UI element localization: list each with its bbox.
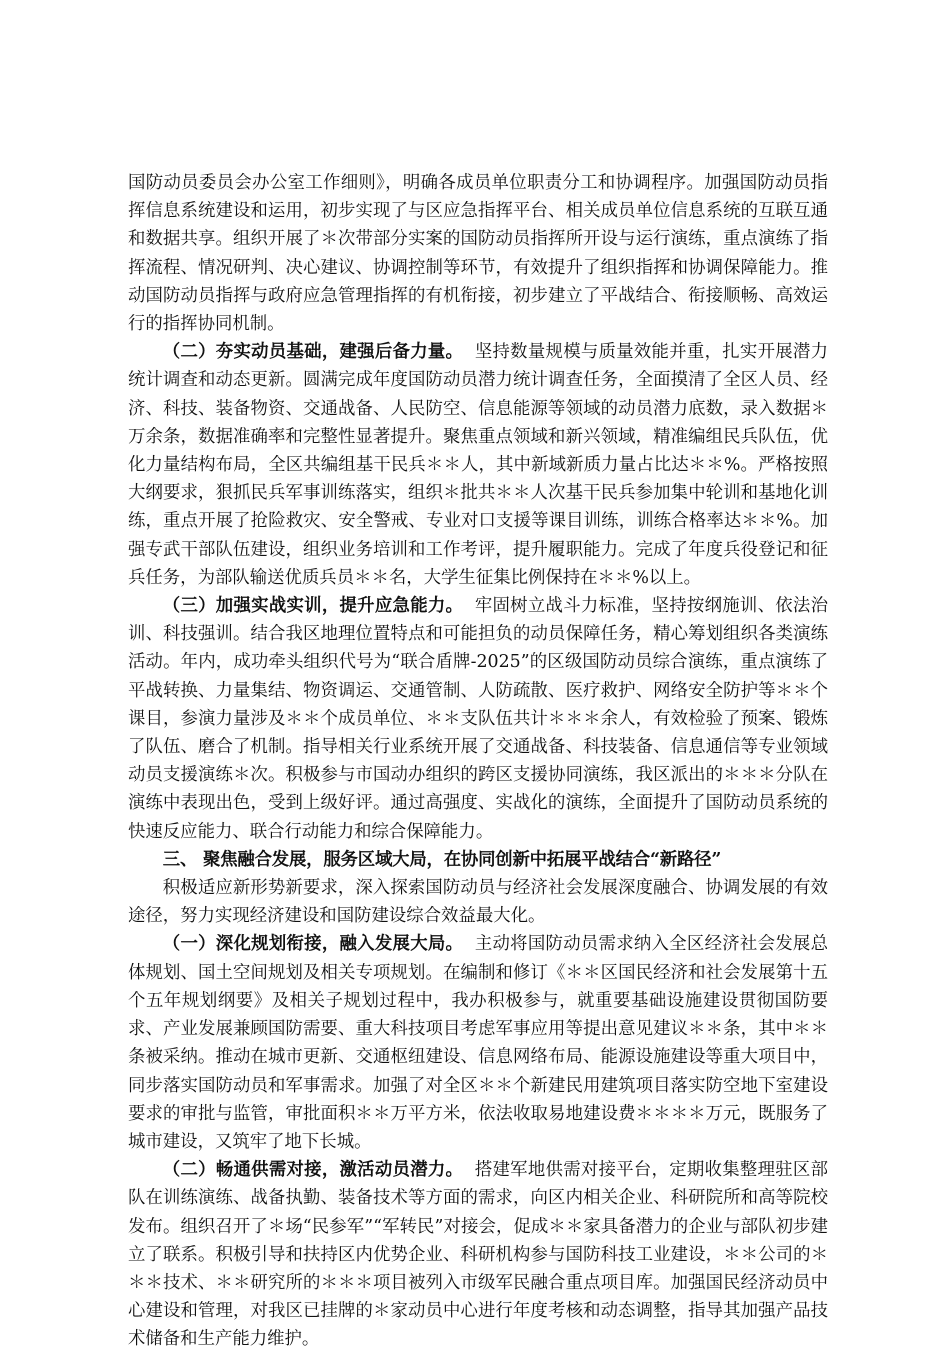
paragraph-body: 坚持数量规模与质量效能并重，扎实开展潜力统计调查和动态更新。圆满完成年度国防动员潜力统计调查任务，全面摸清了全区人员、经济、科技、装备物资、交通战备、人民防空、信息能源等领域的动员潜力底数，录入数据＊万余条，数据准确率和完整性显著提升。聚焦重点领域和新兴领域，精准编组民兵队伍，优化力量结构布局，全区共编组基干民兵＊＊人，其中新域新质力量占比达＊＊%。严格按照大纲要求，狠抓民兵军事训练落实，组织＊批共＊＊人次基干民兵参加集中轮训和基地化训练，重点开展了抢险救灾、安全警戒、专业对口支援等课目训练，训练合格率达＊＊%。加强专武干部队伍建设，组织业务培训和工作考评，提升履职能力。完成了年度兵役登记和征兵任务，为部队输送优质兵员＊＊名，大学生征集比例保持在＊＊%以上。 xyxy=(128,342,828,588)
subheading-planning-alignment: （一）深化规划衔接，融入发展大局。 xyxy=(162,934,464,955)
subheading-supply-demand: （二）畅通供需对接，激活动员潜力。 xyxy=(162,1160,464,1181)
section-heading-integration: 三、 聚焦融合发展，服务区域大局，在协同创新中拓展平战结合“新路径” xyxy=(162,849,722,870)
paragraph-section2-item2 xyxy=(128,338,828,592)
paragraph-body: 搭建军地供需对接平台，定期收集整理驻区部队在训练演练、战备执勤、装备技术等方面的需求，向区内相关企业、科研院所和高等院校发布。组织召开了＊场“民参军”“军转民”对接会，促成＊＊家具备潜力的企业与部队初步建立了联系。积极引导和扶持区内优势企业、科研机构参与国防科技工业建设，＊＊公司的＊＊＊技术、＊＊研究所的＊＊＊项目被列入市级军民融合重点项目库。加强国民经济动员中心建设和管理，对我区已挂牌的＊家动员中心进行年度考核和动态调整，指导其加强产品技术储备和生产能力维护。 xyxy=(128,1160,828,1350)
paragraph-section2-item3 xyxy=(128,592,828,846)
paragraph-body: 主动将国防动员需求纳入全区经济社会发展总体规划、国土空间规划及相关专项规划。在编制和修订《＊＊区国民经济和社会发展第十五个五年规划纲要》及相关子规划过程中，我办积极参与，就重要基础设施建设贯彻国防要求、产业发展兼顾国防需要、重大科技项目考虑军事应用等提出意见建议＊＊条，其中＊＊条被采纳。推动在城市更新、交通枢纽建设、信息网络布局、能源设施建设等重大项目中，同步落实国防动员和军事需求。加强了对全区＊＊个新建民用建筑项目落实防空地下室建设要求的审批与监管，审批面积＊＊万平方米，依法收取易地建设费＊＊＊＊万元，既服务了城市建设，又筑牢了地下长城。 xyxy=(128,934,828,1152)
document-page xyxy=(128,169,828,1354)
paragraph-section3-item2 xyxy=(128,1156,828,1353)
intro-paragraph: 国防动员委员会办公室工作细则》，明确各成员单位职责分工和协调程序。加强国防动员指挥信息系统建设和运用，初步实现了与区应急指挥平台、相关成员单位信息系统的互联互通和数据共享。组织开展了＊次带部分实案的国防动员指挥所开设与运行演练，重点演练了指挥流程、情况研判、决心建议、协调控制等环节，有效提升了组织指挥和协调保障能力。推动国防动员指挥与政府应急管理指挥的有机衔接，初步建立了平战结合、衔接顺畅、高效运行的指挥协同机制。 xyxy=(128,173,828,335)
subheading-consolidate-foundation: （二）夯实动员基础，建强后备力量。 xyxy=(162,342,464,363)
paragraph-section3-item1 xyxy=(128,930,828,1156)
paragraph-body: 牢固树立战斗力标准，坚持按纲施训、依法治训、科技强训。结合我区地理位置特点和可能担负的动员保障任务，精心筹划组织各类演练活动。年内，成功牵头组织代号为“联合盾牌-2025”的区级国防动员综合演练，重点演练了平战转换、力量集结、物资调运、交通管制、人防疏散、医疗救护、网络安全防护等＊＊个课目，参演力量涉及＊＊个成员单位、＊＊支队伍共计＊＊＊余人，有效检验了预案、锻炼了队伍、磨合了机制。指导相关行业系统开展了交通战备、科技装备、信息通信等专业领域动员支援演练＊次。积极参与市国动办组织的跨区支援协同演练，我区派出的＊＊＊分队在演练中表现出色，受到上级好评。通过高强度、实战化的演练，全面提升了国防动员系统的快速反应能力、联合行动能力和综合保障能力。 xyxy=(128,596,828,842)
subheading-combat-training: （三）加强实战实训，提升应急能力。 xyxy=(162,596,464,617)
section3-intro-paragraph: 积极适应新形势新要求，深入探索国防动员与经济社会发展深度融合、协调发展的有效途径，努力实现经济建设和国防建设综合效益最大化。 xyxy=(128,878,828,927)
